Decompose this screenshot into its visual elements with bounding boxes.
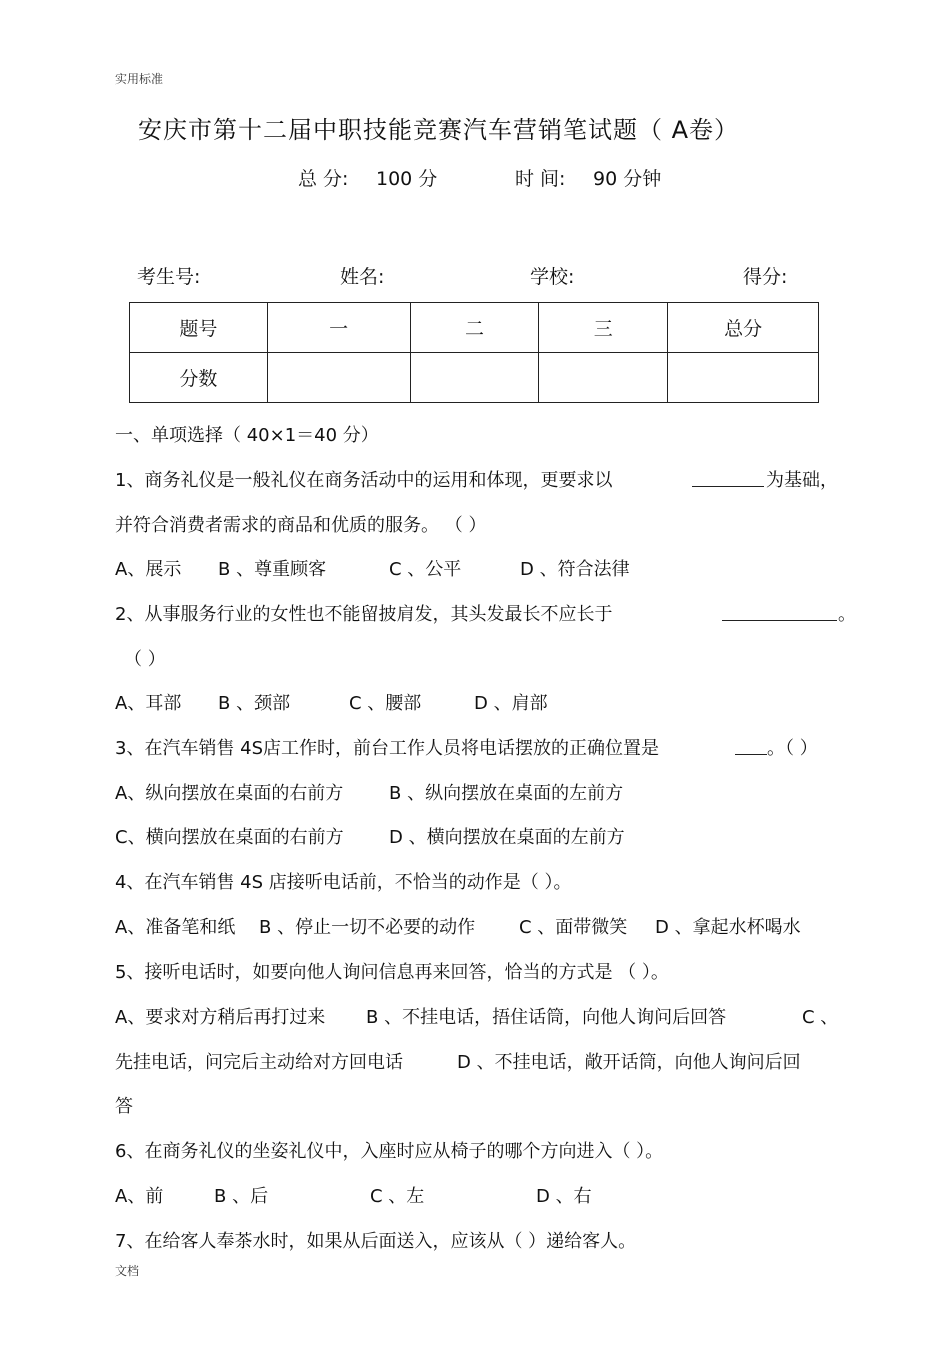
question-2-stem-end: 。 — [838, 604, 856, 625]
score-table-header-cell: 一 — [267, 303, 410, 353]
question-2-answer-bracket: （ ） — [124, 649, 166, 670]
question-2-option: A、耳部 — [115, 693, 182, 714]
question-7-stem: 7、在给客人奉茶水时，如果从后面送入，应该从（ ）递给客人。 — [115, 1231, 637, 1252]
question-2-option: B 、颈部 — [218, 693, 291, 714]
question-3-blank — [735, 736, 767, 755]
question-2-option: D 、肩部 — [474, 693, 548, 714]
score-table-header-cell: 题号 — [130, 303, 268, 353]
exam-number-label: 考生号: — [137, 266, 201, 288]
score-table — [129, 302, 819, 403]
score-label: 得分: — [743, 266, 788, 288]
score-table-header-cell: 三 — [539, 303, 668, 353]
question-1-stem: 1、商务礼仪是一般礼仪在商务活动中的运用和体现，更要求以 — [115, 470, 613, 491]
score-table-row — [130, 353, 819, 403]
question-1-option: C 、公平 — [389, 559, 462, 580]
question-2-stem: 2、从事服务行业的女性也不能留披肩发，其头发最长不应长于 — [115, 604, 613, 625]
question-3-stem: 3、在汽车销售 4S店工作时，前台工作人员将电话摆放的正确位置是 — [115, 738, 660, 759]
score-table-row-label: 分数 — [130, 353, 268, 403]
question-2-blank — [722, 602, 837, 621]
question-5-stem: 5、接听电话时，如要向他人询问信息再来回答，恰当的方式是 （ ）。 — [115, 962, 669, 983]
score-table-cell — [668, 353, 819, 403]
question-2-option: C 、腰部 — [349, 693, 422, 714]
exam-title: 安庆市第十二届中职技能竞赛汽车营销笔试题（ A卷） — [138, 116, 740, 144]
score-table-header-cell: 总分 — [668, 303, 819, 353]
question-1-stem-end: 为基础， — [766, 470, 838, 491]
question-3-option: A、纵向摆放在桌面的右前方 — [115, 783, 344, 804]
question-5-option: C 、 — [802, 1007, 839, 1028]
question-5-option: B 、不挂电话，捂住话筒，向他人询问后回答 — [366, 1007, 727, 1028]
question-3-stem-end: 。（ ） — [767, 738, 818, 759]
question-6-option: C 、左 — [370, 1186, 425, 1207]
question-4-option: C 、面带微笑 — [519, 917, 628, 938]
school-label: 学校: — [530, 266, 575, 288]
question-4-option: B 、停止一切不必要的动作 — [259, 917, 476, 938]
question-1-option: B 、尊重顾客 — [218, 559, 327, 580]
section-heading: 一、单项选择（ 40×1＝40 分） — [115, 425, 379, 446]
question-4-stem: 4、在汽车销售 4S 店接听电话前，不恰当的动作是（ ）。 — [115, 872, 572, 893]
page-header-note: 实用标准 — [115, 72, 164, 86]
question-5-option: D 、不挂电话，敞开话筒，向他人询问后回 — [457, 1052, 801, 1073]
question-1-option: A、展示 — [115, 559, 182, 580]
question-5-option: A、要求对方稍后再打过来 — [115, 1007, 326, 1028]
question-3-option: D 、横向摆放在桌面的左前方 — [389, 827, 625, 848]
question-4-option: D 、拿起水杯喝水 — [655, 917, 801, 938]
question-5-option-continued: 先挂电话，问完后主动给对方回电话 — [115, 1052, 403, 1073]
score-table-cell — [267, 353, 410, 403]
question-5-option-continued: 答 — [115, 1096, 133, 1117]
question-1-option: D 、符合法律 — [520, 559, 630, 580]
question-6-option: B 、后 — [214, 1186, 269, 1207]
total-score-label: 总 分: — [298, 168, 349, 190]
name-label: 姓名: — [340, 266, 385, 288]
score-table-header-cell: 二 — [410, 303, 539, 353]
question-3-option: B 、纵向摆放在桌面的左前方 — [389, 783, 624, 804]
score-table-cell — [539, 353, 668, 403]
page-footer-note: 文档 — [115, 1264, 140, 1278]
time-value: 90 分钟 — [593, 168, 662, 190]
score-table-header-row — [130, 303, 819, 353]
time-label: 时 间: — [515, 168, 566, 190]
question-6-stem: 6、在商务礼仪的坐姿礼仪中，入座时应从椅子的哪个方向进入（ ）。 — [115, 1141, 664, 1162]
total-score-value: 100 分 — [376, 168, 438, 190]
question-4-option: A、准备笔和纸 — [115, 917, 236, 938]
score-table-cell — [410, 353, 539, 403]
question-1-blank — [692, 468, 764, 487]
question-6-option: A、前 — [115, 1186, 164, 1207]
question-3-option: C、横向摆放在桌面的右前方 — [115, 827, 344, 848]
question-6-option: D 、右 — [536, 1186, 592, 1207]
question-1-stem-continued: 并符合消费者需求的商品和优质的服务。 （ ） — [115, 515, 487, 536]
